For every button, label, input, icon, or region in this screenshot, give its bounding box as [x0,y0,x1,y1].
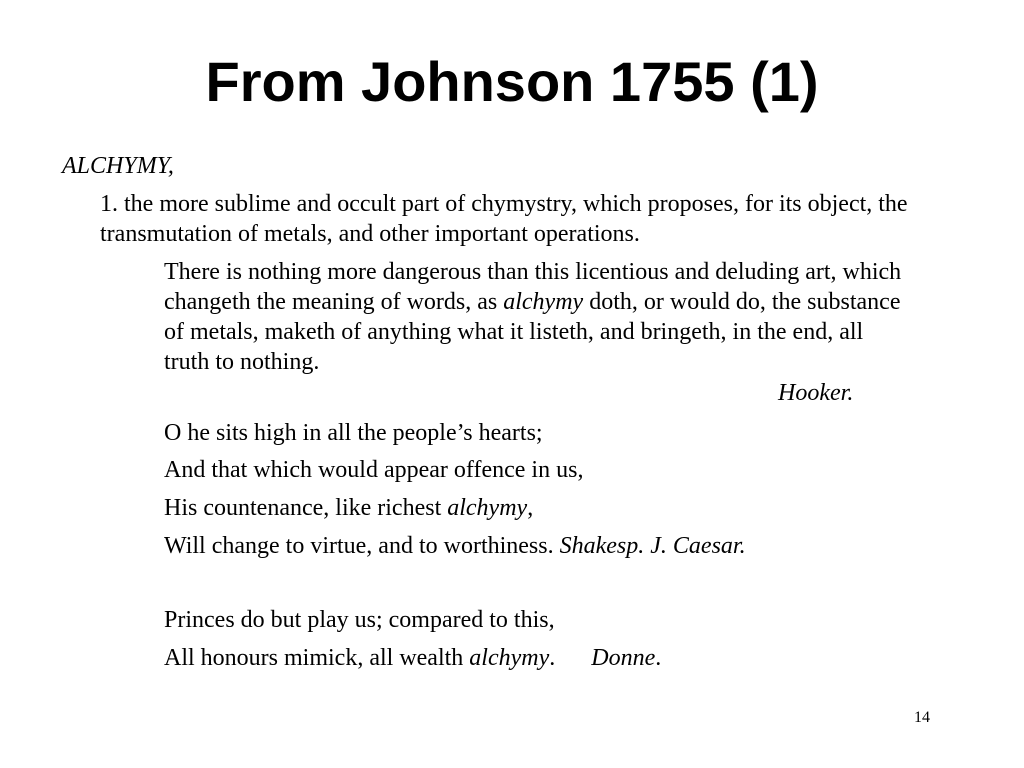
shakespeare-attribution: Shakesp. J. Caesar. [559,533,746,559]
hooker-attribution: Hooker. [778,380,854,406]
verse-italic-word: alchymy [447,495,528,521]
quote-text-part2: doth, or would do, the substance of metals, maketh of anything what it listeth, and bringeth, in the end, all truth to nothing. [164,289,901,375]
slide-title: From Johnson 1755 (1) [205,50,819,113]
verse-text: All honours mimick, all wealth [164,645,470,671]
verse-italic-word: alchymy [469,645,550,671]
quote-italic-word: alchymy [503,289,584,315]
verse-punctuation: , [527,495,534,521]
verse-punctuation: . [655,645,662,671]
definition-text: 1. the more sublime and occult part of chymystry, which proposes, for its object, the transmutation of metals, and other important operations. [100,191,908,247]
verse-line: O he sits high in all the people’s hearts; [164,420,543,446]
page-number: 14 [914,709,930,726]
quote-text-part1: There is nothing more dangerous than this licentious and deluding art, which changeth the meaning of words, as [164,259,902,315]
verse-line [164,493,533,523]
verse-text: His countenance, like richest [164,495,448,521]
headword: ALCHYMY, [62,153,174,179]
hooker-quote [164,257,904,377]
verse-punctuation: . [549,645,592,671]
verse-line: And that which would appear offence in us, [164,457,584,483]
verse-line [164,531,746,561]
donne-attribution: Donne [591,645,656,671]
verse-line: Princes do but play us; compared to this, [164,607,555,633]
verse-text: Will change to virtue, and to worthiness. [164,533,560,559]
verse-line [164,643,661,673]
